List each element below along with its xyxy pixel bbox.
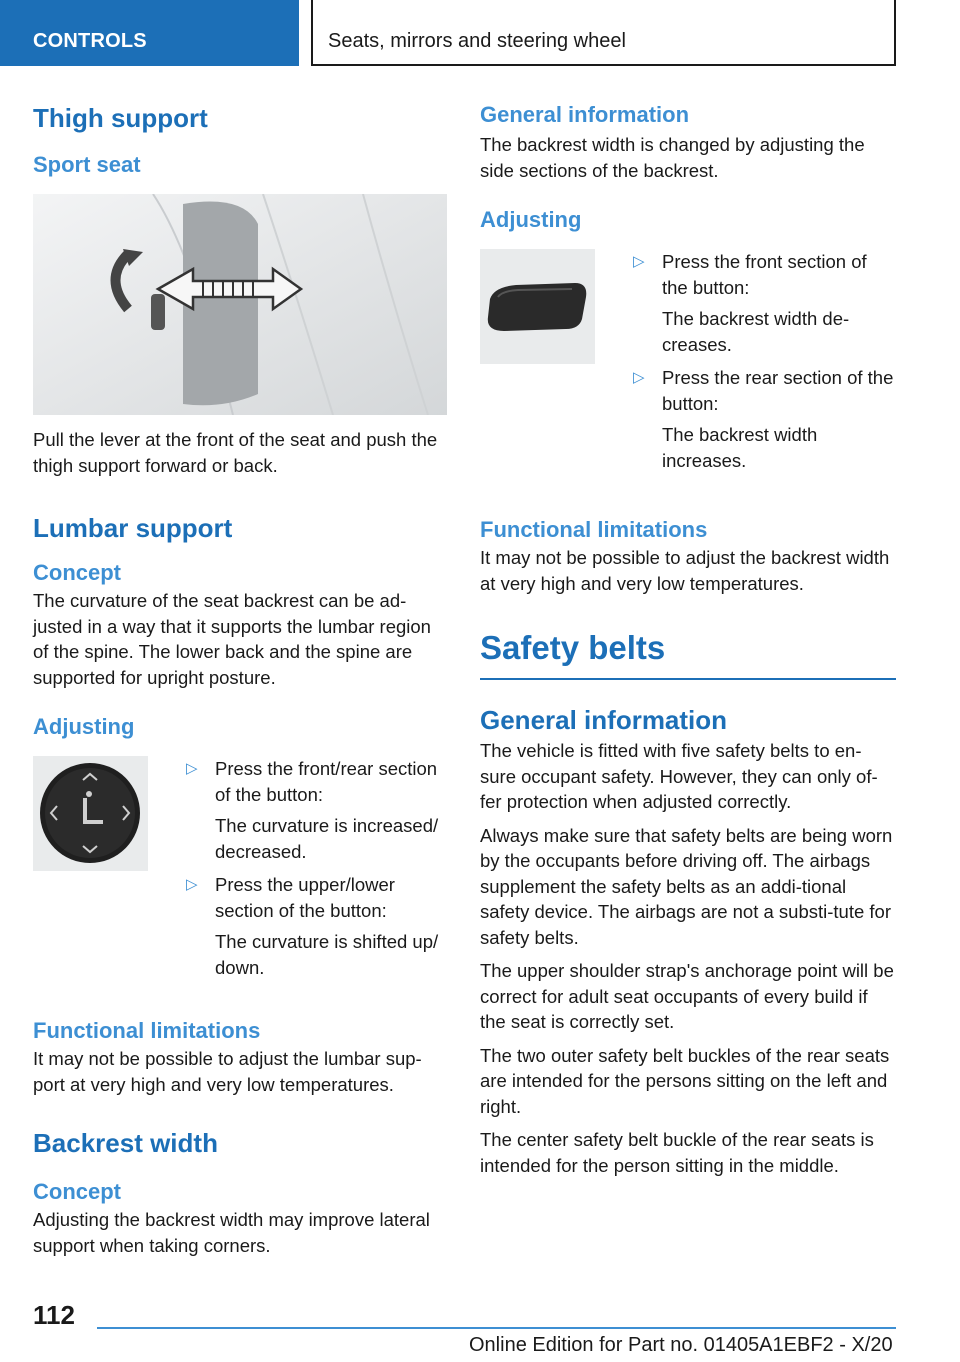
list-item (633, 249, 896, 357)
step-action: Press the upper/lower section of the button: (215, 874, 395, 921)
backrest-steps-list (633, 249, 896, 481)
backrest-limitations-text: It may not be possible to adjust the backrest width at very high and very low temperatures. (480, 547, 890, 594)
step-action: Press the front section of the button: (662, 251, 867, 298)
section-tab (0, 0, 299, 66)
thigh-support-illustration (33, 194, 447, 415)
backrest-button-image (480, 249, 595, 364)
list-item (186, 756, 447, 864)
backrest-concept-text: Adjusting the backrest width may improve lateral support when taking corners. (33, 1209, 430, 1256)
chapter-label: Seats, mirrors and steering wheel (328, 30, 626, 52)
thigh-support-text: Pull the lever at the front of the seat and push the thigh support forward or back. (33, 429, 438, 476)
step-action: Press the front/rear section of the button: (215, 758, 438, 805)
backrest-switch-icon (480, 249, 595, 364)
lumbar-limitations-text: It may not be possible to adjust the lumbar sup‐port at very high and very low temperatures. (33, 1048, 422, 1095)
step-action: Press the rear section of the button: (662, 367, 894, 414)
lumbar-control-icon (33, 756, 148, 871)
seat-lever-image (33, 194, 447, 415)
safety-paragraph: The upper shoulder strap's anchorage point will be correct for adult seat occupants of every build if the seat is correctly set. (480, 960, 894, 1032)
chapter-header (311, 0, 896, 66)
bullet-triangle-icon: ▷ (633, 253, 645, 270)
safety-paragraph: The vehicle is fitted with five safety belts to en‐sure occupant safety. However, they can only of‐fer protection when adjusted correctly. (480, 740, 878, 812)
thigh-support-heading: Thigh support (33, 103, 208, 133)
section-label: CONTROLS (33, 30, 147, 52)
backrest-limitations-heading: Functional limitations (480, 517, 708, 542)
safety-paragraph: The center safety belt buckle of the rear seats is intended for the person sitting in the middle. (480, 1129, 874, 1176)
step-result: The backrest width increases. (662, 424, 818, 471)
footer-rule (97, 1327, 896, 1329)
list-item (633, 365, 896, 473)
step-result: The curvature is increased/ decreased. (215, 815, 439, 862)
backrest-adjusting-block (480, 249, 896, 481)
page-number: 112 (33, 1300, 75, 1330)
lumbar-adjusting-heading: Adjusting (33, 714, 135, 739)
list-item (186, 872, 447, 980)
sport-seat-heading: Sport seat (33, 152, 141, 177)
left-column (33, 100, 447, 1258)
safety-general-heading: General information (480, 705, 728, 735)
footer-edition: Online Edition for Part no. 01405A1EBF2 - X/20 (469, 1334, 893, 1356)
lumbar-concept-text: The curvature of the seat backrest can be ad‐justed in a way that it supports the lumbar region of the spine. The lower back and the spine are supported for upright posture. (33, 590, 431, 688)
right-column (480, 100, 896, 1178)
safety-belts-heading: Safety belts (480, 629, 666, 666)
backrest-adjusting-heading: Adjusting (480, 207, 582, 232)
backrest-concept-heading: Concept (33, 1179, 121, 1204)
backrest-general-heading: General information (480, 102, 690, 127)
step-result: The backrest width de‐creases. (662, 308, 850, 355)
safety-paragraph: The two outer safety belt buckles of the rear seats are intended for the persons sitting on the left and right. (480, 1044, 890, 1117)
backrest-width-heading: Backrest width (33, 1128, 218, 1158)
lumbar-support-heading: Lumbar support (33, 513, 233, 543)
bullet-triangle-icon: ▷ (186, 876, 198, 893)
bullet-triangle-icon: ▷ (186, 760, 198, 777)
lumbar-limitations-heading: Functional limitations (33, 1018, 261, 1043)
safety-paragraph: Always make sure that safety belts are being worn by the occupants before driving off. The airbags supplement the safety belts as an addi‐tional safety device. The airbags are not a substi‐tute for safety belts. (480, 824, 893, 948)
lumbar-concept-heading: Concept (33, 560, 121, 585)
step-result: The curvature is shifted up/ down. (215, 931, 439, 978)
lumbar-adjusting-block (33, 756, 447, 988)
bullet-triangle-icon: ▷ (633, 369, 645, 386)
lumbar-button-image (33, 756, 148, 871)
backrest-general-text: The backrest width is changed by adjusting the side sections of the backrest. (480, 134, 865, 181)
lumbar-steps-list (186, 756, 447, 988)
